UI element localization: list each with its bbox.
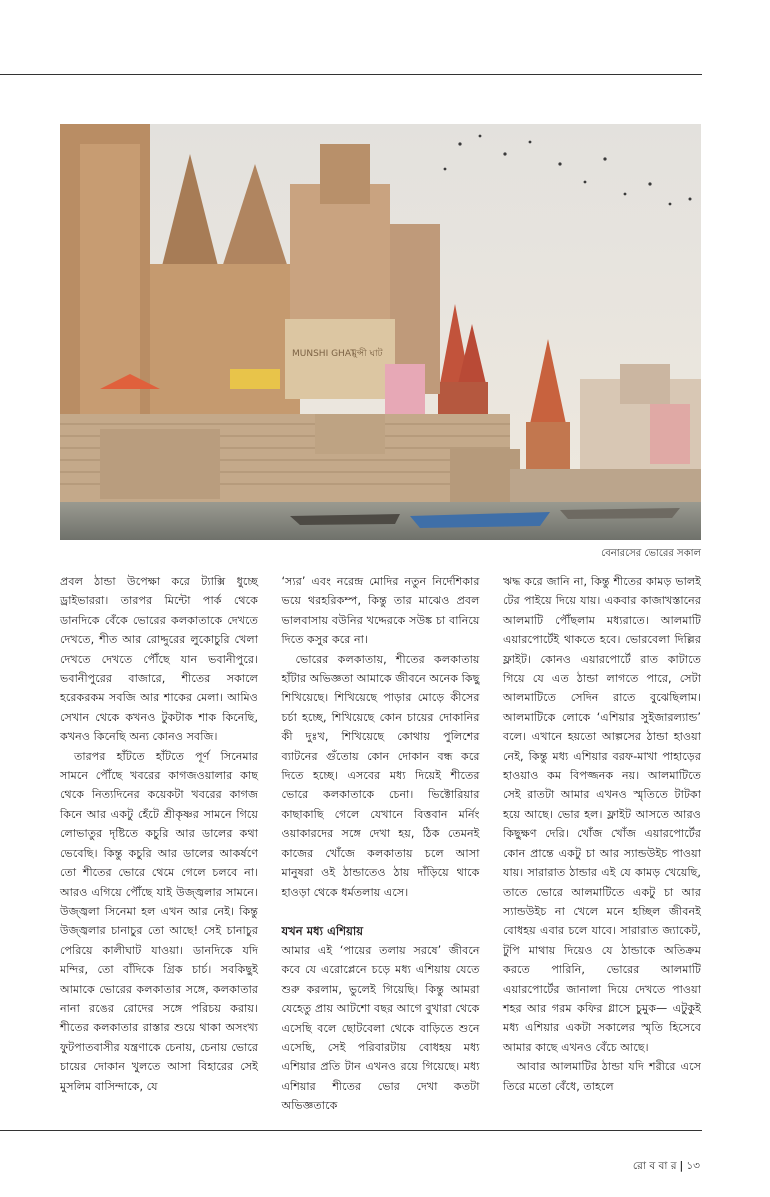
column-2 — [282, 572, 480, 1124]
article-body — [60, 572, 701, 1124]
varanasi-ghat-photo — [60, 124, 701, 540]
bottom-rule — [0, 1130, 702, 1131]
ghat-sign-text-bn: মুন্সী ঘাট — [352, 349, 383, 359]
page-number: ১৩ — [686, 1160, 700, 1172]
magazine-name: রো ব বা র — [632, 1160, 677, 1172]
paragraph: আমার এই ‘পায়ের তলায় সরষে’ জীবনে কবে যে এরোপ্লেনে চড়ে মধ্য এশিয়ায় যেতে শুরু করলাম, ভুলেই গিয়েছি। কিন্তু আমরা যেহেতু প্রায় আটশো বছর আগে বুখারা থেকে এসেছি বলে ছোটবেলা থেকে বাড়িতে শুনে এসেছি, সেই পরিবারটায় বোধহয় মধ্য এশিয়ার প্রতি টান এখনও রয়ে গিয়েছে। মধ্য এশিয়ার শীতের ভোর দেখা কতটা অভিজ্ঞতাকে — [281, 943, 480, 1113]
paragraph: তারপর হাঁটতে হাঁটতে পূর্ণ সিনেমার সামনে পৌঁছে খবরের কাগজওয়ালার কাছ থেকে নিত্যদিনের কয়েকটা খবরের কাগজ কিনে আর একটু হেঁটে শ্রীকৃষ্ণর সামনে গিয়ে লোভাতুর দৃষ্টিতে কচুরি আর ডালের কথা ভেবেছি। কিন্তু কচুরি আর ডালের আকর্ষণে তো শীতের ভোরে থেমে গেলে চলবে না। আরও এগিয়ে পৌঁছে যাই উজ্জ্বলার সামনে। উজ্জ্বলা সিনেমা হল এখন আর নেই। কিন্তু উজ্জ্বলার চানাচুর তো আছে! সেই চানাচুর পেরিয়ে কালীঘাট যাওয়া। ডানদিকে যদি মন্দির, তো বাঁদিকে গ্রিক চার্চ। সবকিছুই আমাকে ভোরের কলকাতার সঙ্গে, কলকাতার নানা রঙের রোদের সঙ্গে পরিচয় করায়। শীতের কলকাতার রাস্তার শুয়ে থাকা অসংখ্য ফুটপাতবাসীর যন্ত্রণাকে চেনায়, চেনায় ভোরে চায়ের দোকান খুলতে আসা বিহারের সেই মুসলিম বাসিন্দাকে, যে — [60, 749, 258, 1093]
photo-caption: বেনারসের ভোরের সকাল — [601, 548, 701, 559]
column-1 — [60, 572, 258, 1124]
paragraph: ‘স্যর’ এবং নরেন্দ্র মোদির নতুন নির্দেশিকার ভয়ে থরহরিকম্প, কিন্তু তার মাঝেও প্রবল ভালবাসায় বউনির খদ্দেরকে সউঙ্ক চা বানিয়ে দিতে কসুর করে না। — [281, 575, 480, 647]
section-subheading: যখন মধ্য এশিয়ায় — [281, 923, 364, 938]
column-3 — [503, 572, 701, 1124]
paragraph: প্রবল ঠান্ডা উপেক্ষা করে ট্যাক্সি ধুচ্ছে ড্রাইভাররা। তারপর মিন্টো পার্ক থেকে ডানদিকে বেঁকে ভোরের কলকাতাকে দেখতে দেখতে, শীত আর রোদ্দুরের লুকোচুরি খেলা দেখতে দেখতে পৌঁছে যান ভবানীপুরে। ভবানীপুরের বাজারে, শীতের সকালে হরেকরকম সবজি আর শাকের মেলা। আমিও সেখান থেকে কখনও টুকটাক শাক কিনেছি, কখনও কিনেছি অন্য কোনও সবজি। — [60, 575, 258, 744]
paragraph: ঋদ্ধ করে জানি না, কিন্তু শীতের কামড় ভালই টের পাইয়ে দিয়ে যায়। একবার কাজাখস্তানের আলমাটি পৌঁছলাম মধ্যরাতে। আলমাটি এয়ারপোর্টেই থাকতে হবে। ভোরবেলা দিল্লির ফ্লাইট। কোনও এয়ারপোর্টে রাত কাটাতে গিয়ে যে এত ঠান্ডা লাগতে পারে, সেটা আলমাটিতে সেদিন রাতে বুঝেছিলাম। আলমাটিকে লোকে ‘এশিয়ার সুইজারল্যান্ড’ বলে। এখানে হয়তো আল্পসের ঠান্ডা হাওয়া নেই, কিন্তু মধ্য এশিয়ার বরফ-মাখা পাহাড়ের হাওয়াও কম বিপজ্জনক নয়। আলমাটিতে সেই রাতটা আমার এখনও স্মৃতিতে টাটকা হয়ে আছে। ভোর হল। ফ্লাইট আসতে আরও কিছুক্ষণ দেরি। খোঁজ খোঁজ এয়ারপোর্টের কোন প্রান্তে একটু চা আর স্যান্ডউইচ পাওয়া যায়। সারারাত ঠান্ডার এই যে কামড় খেয়েছি, তাতে ভোরে আলমাটিতে একটু চা আর স্যান্ডউইচ না খেলে মনে হচ্ছিল জীবনই বোধহয় এবার চলে যাবে। সারারাত জ্যাকেট, টুপি মাথায় দিয়েও যে ঠান্ডাকে অতিক্রম করতে পারিনি, ভোরের আলমাটি এয়ারপোর্টের জানালা দিয়ে দেখতে পাওয়া শহর আর গরম কফির গ্লাসে চুমুক— এটুকুই মধ্য এশিয়ার একটা সকালের স্মৃতি হিসেবে আমার কাছে এখনও বেঁচে আছে। — [503, 575, 701, 1054]
page-footer — [633, 1159, 700, 1176]
footer-separator: | — [679, 1160, 684, 1172]
ghat-sign-text: MUNSHI GHAT — [292, 349, 356, 359]
paragraph: ভোরের কলকাতায়, শীতের কলকাতায় হাঁটার অভিজ্ঞতা আমাকে জীবনে অনেক কিছু শিখিয়েছে। শিখিয়েছে পাড়ার মোড়ে কীসের চর্চা হচ্ছে, শিখিয়েছে কোন চায়ের দোকানির কী দুঃখ, শিখিয়েছে কোথায় পুলিশের ব্যাটনের গুঁতোয় কোন দোকান বন্ধ করে দিতে হচ্ছে। এসবের মধ্য দিয়েই শীতের ভোরে কলকাতাকে চেনা। ভিক্টোরিয়ার কাছাকাছি গেলে যেখানে বিত্তবান মর্নিং ওয়াকারদের সঙ্গে দেখা হয়, ঠিক তেমনই কাজের খোঁজে কলকাতায় চলে আসা মানুষরা ওই ঠান্ডাতেও ঠায় দাঁড়িয়ে থাকে হাওড়া থেকে ধর্মতলায় এসে। — [281, 652, 480, 899]
top-rule — [0, 74, 702, 75]
paragraph: আবার আলমাটির ঠান্ডা যদি শরীরে এসে তিরে মতো বেঁধে, তাহলে — [503, 1060, 701, 1093]
